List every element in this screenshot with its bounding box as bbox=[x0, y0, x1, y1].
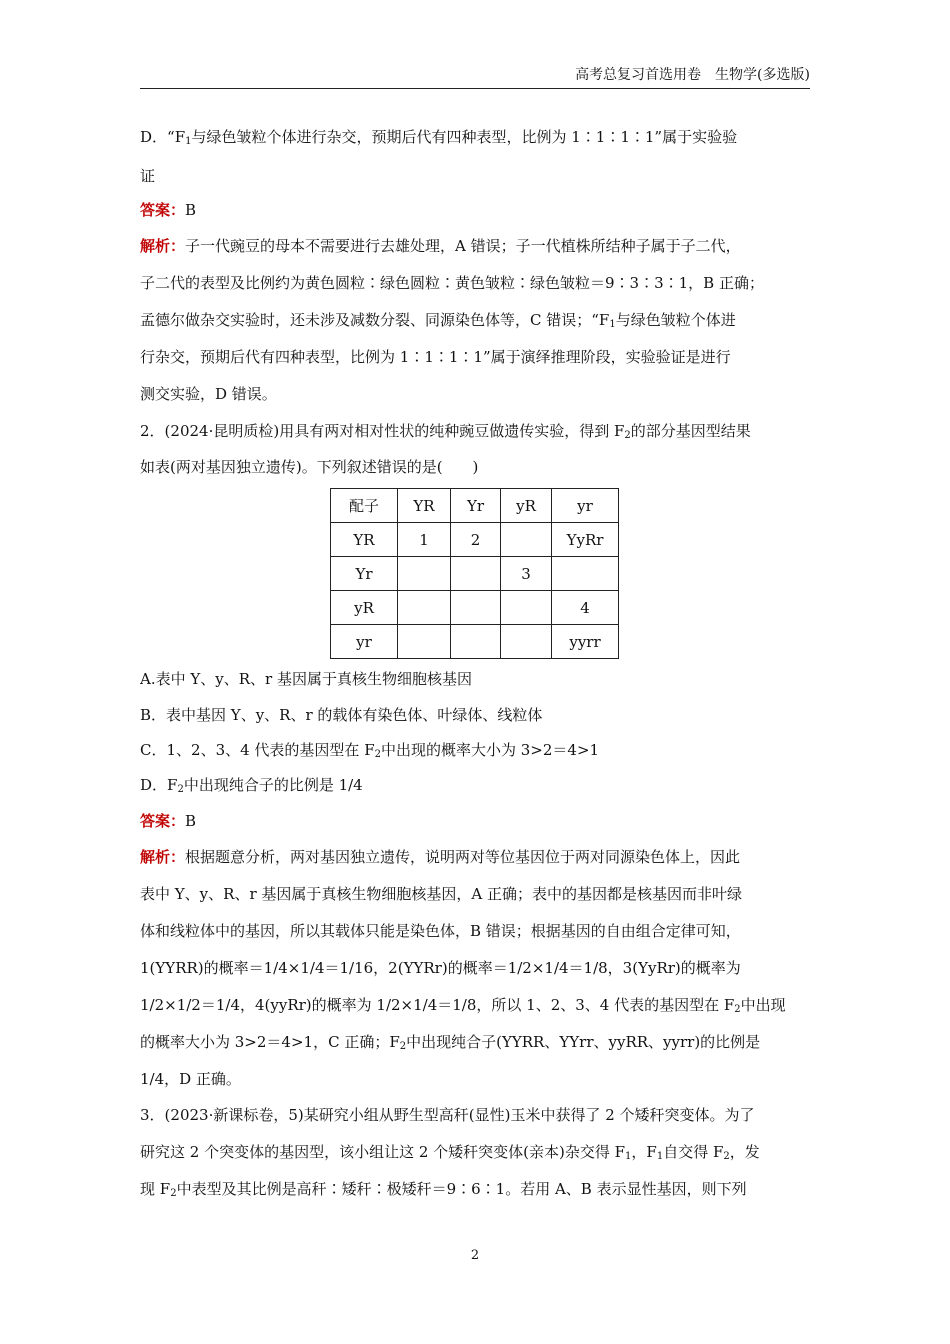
q2-analysis-line6: 的概率大小为 3>2＝4>1，C 正确；$F_2$中出现纯合子(YYRR、YYrr、yyRR、yyrr)的比例是 bbox=[140, 1033, 761, 1052]
table-cell: yr bbox=[331, 625, 398, 659]
page-number: 2 bbox=[470, 1248, 480, 1263]
q2-analysis-line1: 解析：根据题意分析，两对基因独立遗传，说明两对等位基因位于两对同源染色体上，因此 bbox=[140, 848, 741, 866]
table-row bbox=[331, 625, 619, 659]
table-header-cell: yR bbox=[501, 489, 552, 523]
q1-analysis-line2: 子二代的表型及比例约为黄色圆粒∶绿色圆粒∶黄色皱粒∶绿色皱粒＝9∶3∶3∶1，B 正确； bbox=[140, 274, 764, 292]
table-cell: yyrr bbox=[552, 625, 619, 659]
table-cell bbox=[501, 523, 552, 557]
q1-option-d-line1: D．“$F_1$与绿色皱粒个体进行杂交，预期后代有四种表型，比例为 1∶1∶1∶1”属于实验验 bbox=[140, 128, 738, 147]
table-cell bbox=[552, 557, 619, 591]
table-cell: 4 bbox=[552, 591, 619, 625]
table-row bbox=[331, 557, 619, 591]
table-cell: 3 bbox=[501, 557, 552, 591]
table-header-cell: yr bbox=[552, 489, 619, 523]
q2-option-d: D．$F_2$中出现纯合子的比例是 1/4 bbox=[140, 776, 363, 795]
q3-stem-line2: 研究这 2 个突变体的基因型，该小组让这 2 个矮秆突变体(亲本)杂交得 $F_1$，$F_1$自交得 $F_2$，发 bbox=[140, 1143, 760, 1162]
table-cell: YyRr bbox=[552, 523, 619, 557]
table-header-row bbox=[331, 489, 619, 523]
table-cell: yR bbox=[331, 591, 398, 625]
genotype-table bbox=[330, 488, 619, 659]
table-row bbox=[331, 523, 619, 557]
q2-stem-line1: 2．(2024·昆明质检)用具有两对相对性状的纯种豌豆做遗传实验，得到 $F_2$的部分基因型结果 bbox=[140, 422, 751, 441]
header-title: 高考总复习首选用卷 生物学(多选版) bbox=[575, 67, 810, 83]
q2-analysis-line5: 1/2×1/2＝1/4，4(yyRr)的概率为 1/2×1/4＝1/8，所以 1、2、3、4 代表的基因型在 $F_2$中出现 bbox=[140, 996, 786, 1015]
table-cell bbox=[398, 591, 451, 625]
q2-analysis-line7: 1/4，D 正确。 bbox=[140, 1070, 241, 1088]
q2-answer: 答案：B bbox=[140, 812, 197, 830]
table-row bbox=[331, 591, 619, 625]
q2-option-a: A.表中 Y、y、R、r 基因属于真核生物细胞核基因 bbox=[140, 670, 472, 688]
table-cell bbox=[451, 591, 501, 625]
table-cell bbox=[451, 625, 501, 659]
table-cell: 1 bbox=[398, 523, 451, 557]
q2-option-b: B．表中基因 Y、y、R、r 的载体有染色体、叶绿体、线粒体 bbox=[140, 706, 543, 724]
q1-analysis-line5: 测交实验，D 错误。 bbox=[140, 385, 277, 403]
q2-analysis-line2: 表中 Y、y、R、r 基因属于真核生物细胞核基因，A 正确；表中的基因都是核基因而非叶绿 bbox=[140, 885, 742, 903]
q2-option-c: C．1、2、3、4 代表的基因型在 $F_2$中出现的概率大小为 3>2＝4>1 bbox=[140, 741, 600, 760]
table-cell bbox=[501, 591, 552, 625]
page-header bbox=[140, 64, 810, 89]
q2-analysis-line4: 1(YYRR)的概率＝1/4×1/4＝1/16，2(YYRr)的概率＝1/2×1/4＝1/8，3(YyRr)的概率为 bbox=[140, 959, 741, 977]
q2-stem-line2: 如表(两对基因独立遗传)。下列叙述错误的是( ) bbox=[140, 458, 479, 476]
table-header-cell: Yr bbox=[451, 489, 501, 523]
table-cell bbox=[501, 625, 552, 659]
table-cell: 2 bbox=[451, 523, 501, 557]
table-cell bbox=[451, 557, 501, 591]
table-header-cell: YR bbox=[398, 489, 451, 523]
q2-analysis-line3: 体和线粒体中的基因，所以其载体只能是染色体，B 错误；根据基因的自由组合定律可知， bbox=[140, 922, 741, 940]
q1-option-d-line2: 证 bbox=[140, 167, 156, 185]
table-cell bbox=[398, 625, 451, 659]
q1-analysis-line4: 行杂交，预期后代有四种表型，比例为 1∶1∶1∶1”属于演绎推理阶段，实验验证是进行 bbox=[140, 348, 731, 366]
q3-stem-line3: 现 $F_2$中表型及其比例是高秆∶矮秆∶极矮秆＝9∶6∶1。若用 A、B 表示显性基因，则下列 bbox=[140, 1180, 747, 1199]
table-header-cell: 配子 bbox=[331, 489, 398, 523]
q1-answer: 答案：B bbox=[140, 201, 197, 219]
table-cell bbox=[398, 557, 451, 591]
q1-analysis-line1: 解析：子一代豌豆的母本不需要进行去雄处理，A 错误；子一代植株所结种子属于子二代， bbox=[140, 237, 741, 255]
q1-analysis-line3: 孟德尔做杂交实验时，还未涉及减数分裂、同源染色体等，C 错误；“$F_1$与绿色皱粒个体进 bbox=[140, 311, 736, 330]
table-cell: YR bbox=[331, 523, 398, 557]
table-cell: Yr bbox=[331, 557, 398, 591]
q3-stem-line1: 3．(2023·新课标卷，5)某研究小组从野生型高秆(显性)玉米中获得了 2 个矮秆突变体。为了 bbox=[140, 1106, 755, 1124]
